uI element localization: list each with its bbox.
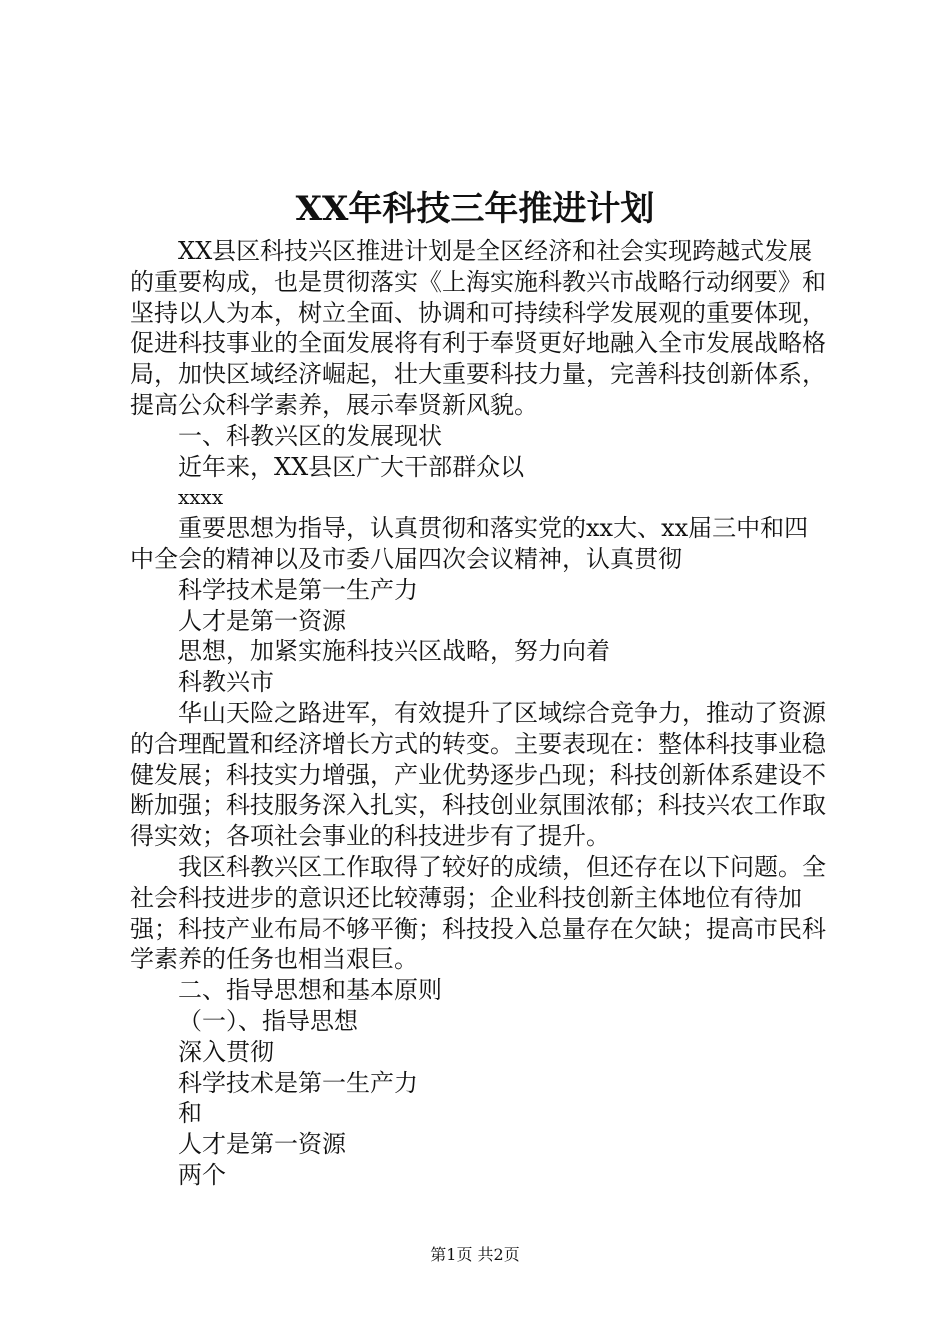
paragraph: 和 (178, 1099, 202, 1128)
paragraph: 我区科教兴区工作取得了较好的成绩，但还存在以下问题。全社会科技进步的意识还比较薄弱；企业科技创新主体地位有待加强；科技产业布局不够平衡；科技投入总量存在欠缺；提高市民科学素养的任务也相当艰巨。 (130, 852, 826, 974)
paragraph: 华山天险之路进军，有效提升了区域综合竞争力，推动了资源的合理配置和经济增长方式的转变。主要表现在：整体科技事业稳健发展；科技实力增强，产业优势逐步凸现；科技创新体系建设不断加强；科技服务深入扎实，科技创业氛围浓郁；科技兴农工作取得实效；各项社会事业的科技进步有了提升。 (130, 698, 826, 851)
paragraph: 近年来，XX县区广大干部群众以 (178, 452, 525, 481)
section-heading-1: 一、科教兴区的发展现状 (178, 421, 442, 450)
paragraph: 人才是第一资源 (178, 1130, 346, 1159)
paragraph: 科学技术是第一生产力 (178, 575, 418, 604)
document-title: XX年科技三年推进计划 (295, 189, 655, 229)
paragraph: 两个 (178, 1160, 226, 1189)
paragraph: 思想，加紧实施科技兴区战略，努力向着 (178, 637, 610, 666)
paragraph: 深入贯彻 (178, 1037, 274, 1066)
paragraph: 科教兴市 (178, 668, 274, 697)
paragraph: xxxx (178, 485, 224, 510)
document-body (130, 236, 832, 1191)
section-heading-2: 二、指导思想和基本原则 (178, 976, 442, 1005)
paragraph: 人才是第一资源 (178, 606, 346, 635)
page-footer: 第1页 共2页 (430, 1245, 520, 1264)
paragraph-intro: XX县区科技兴区推进计划是全区经济和社会实现跨越式发展的重要构成，也是贯彻落实《上海实施科教兴市战略行动纲要》和坚持以人为本，树立全面、协调和可持续科学发展观的重要体现，促进科技事业的全面发展将有利于奉贤更好地融入全市发展战略格局，加快区域经济崛起，壮大重要科技力量，完善科技创新体系，提高公众科学素养，展示奉贤新风貌。 (130, 237, 826, 419)
subsection-heading: （一）、指导思想 (178, 1006, 358, 1035)
paragraph: 科学技术是第一生产力 (178, 1068, 418, 1097)
paragraph: 重要思想为指导，认真贯彻和落实党的xx大、xx届三中和四中全会的精神以及市委八届四次会议精神，认真贯彻 (130, 514, 809, 573)
